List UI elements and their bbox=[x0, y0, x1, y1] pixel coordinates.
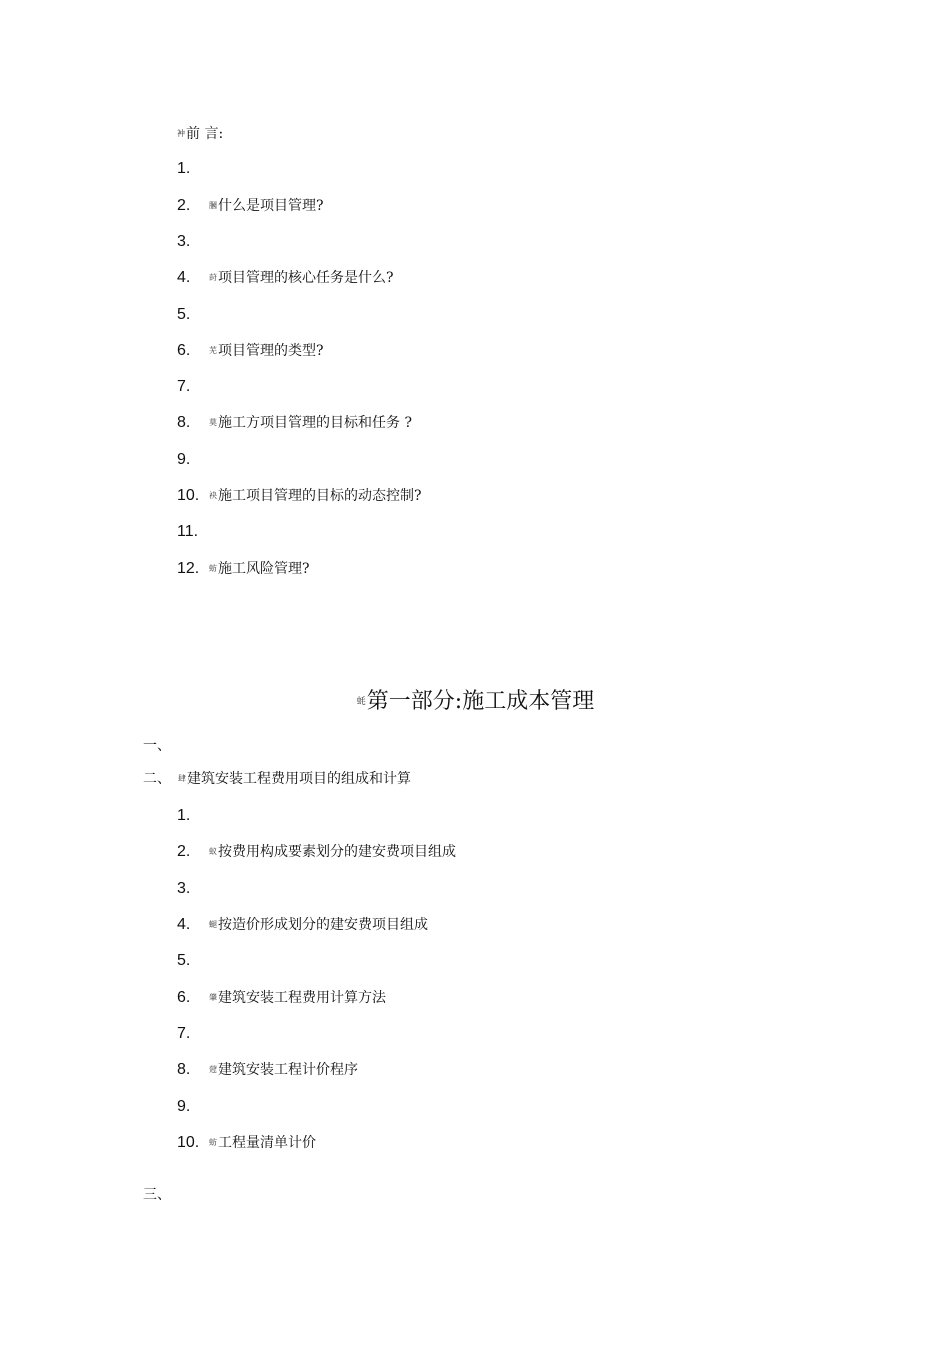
part-title bbox=[0, 688, 950, 716]
list-item: 2. 蚁按费用构成要素划分的建安费项目组成 bbox=[177, 843, 456, 860]
section-heading-3: 三、 bbox=[143, 1187, 171, 1203]
list-item: 8. 莫施工方项目管理的目标和任务 ? bbox=[177, 414, 412, 431]
preface-heading bbox=[177, 125, 223, 143]
list-item: 3. bbox=[177, 233, 191, 250]
list-item: 8. 蒄建筑安装工程计价程序 bbox=[177, 1061, 358, 1078]
list-item: 6. 肇建筑安装工程费用计算方法 bbox=[177, 989, 386, 1006]
list-item: 11. bbox=[177, 523, 199, 540]
list-item: 6. 芜项目管理的类型? bbox=[177, 342, 324, 359]
list-item: 1. bbox=[177, 807, 191, 824]
preface-label: 前 言: bbox=[186, 126, 224, 142]
garbled-mark: 衶 bbox=[177, 129, 185, 138]
list-item: 1. bbox=[177, 160, 191, 177]
part-title-text: 第一部分:施工成本管理 bbox=[366, 689, 595, 714]
list-item: 4. 螁按造价形成划分的建安费项目组成 bbox=[177, 916, 428, 933]
section-title: 建筑安装工程费用项目的组成和计算 bbox=[187, 771, 411, 787]
list-item: 3. bbox=[177, 880, 191, 897]
garbled-mark: 蚝 bbox=[356, 697, 366, 707]
list-item: 9. bbox=[177, 451, 191, 468]
list-item: 7. bbox=[177, 378, 191, 395]
section-heading-2: 二、 肆建筑安装工程费用项目的组成和计算 bbox=[143, 771, 411, 787]
list-item: 5. bbox=[177, 952, 191, 969]
list-item: 10. 蚄工程量清单计价 bbox=[177, 1134, 316, 1151]
list-item: 12. 蚄施工风险管理? bbox=[177, 560, 310, 577]
list-item: 10. 袂施工项目管理的目标的动态控制? bbox=[177, 487, 422, 504]
list-item: 5. bbox=[177, 306, 191, 323]
section-heading-1: 一、 bbox=[143, 738, 171, 754]
list-item: 9. bbox=[177, 1098, 191, 1115]
list-item: 4. 莳项目管理的核心任务是什么? bbox=[177, 269, 394, 286]
list-item: 7. bbox=[177, 1025, 191, 1042]
list-item: 2. 膕什么是项目管理? bbox=[177, 197, 324, 214]
section-number: 二、 bbox=[143, 771, 171, 787]
